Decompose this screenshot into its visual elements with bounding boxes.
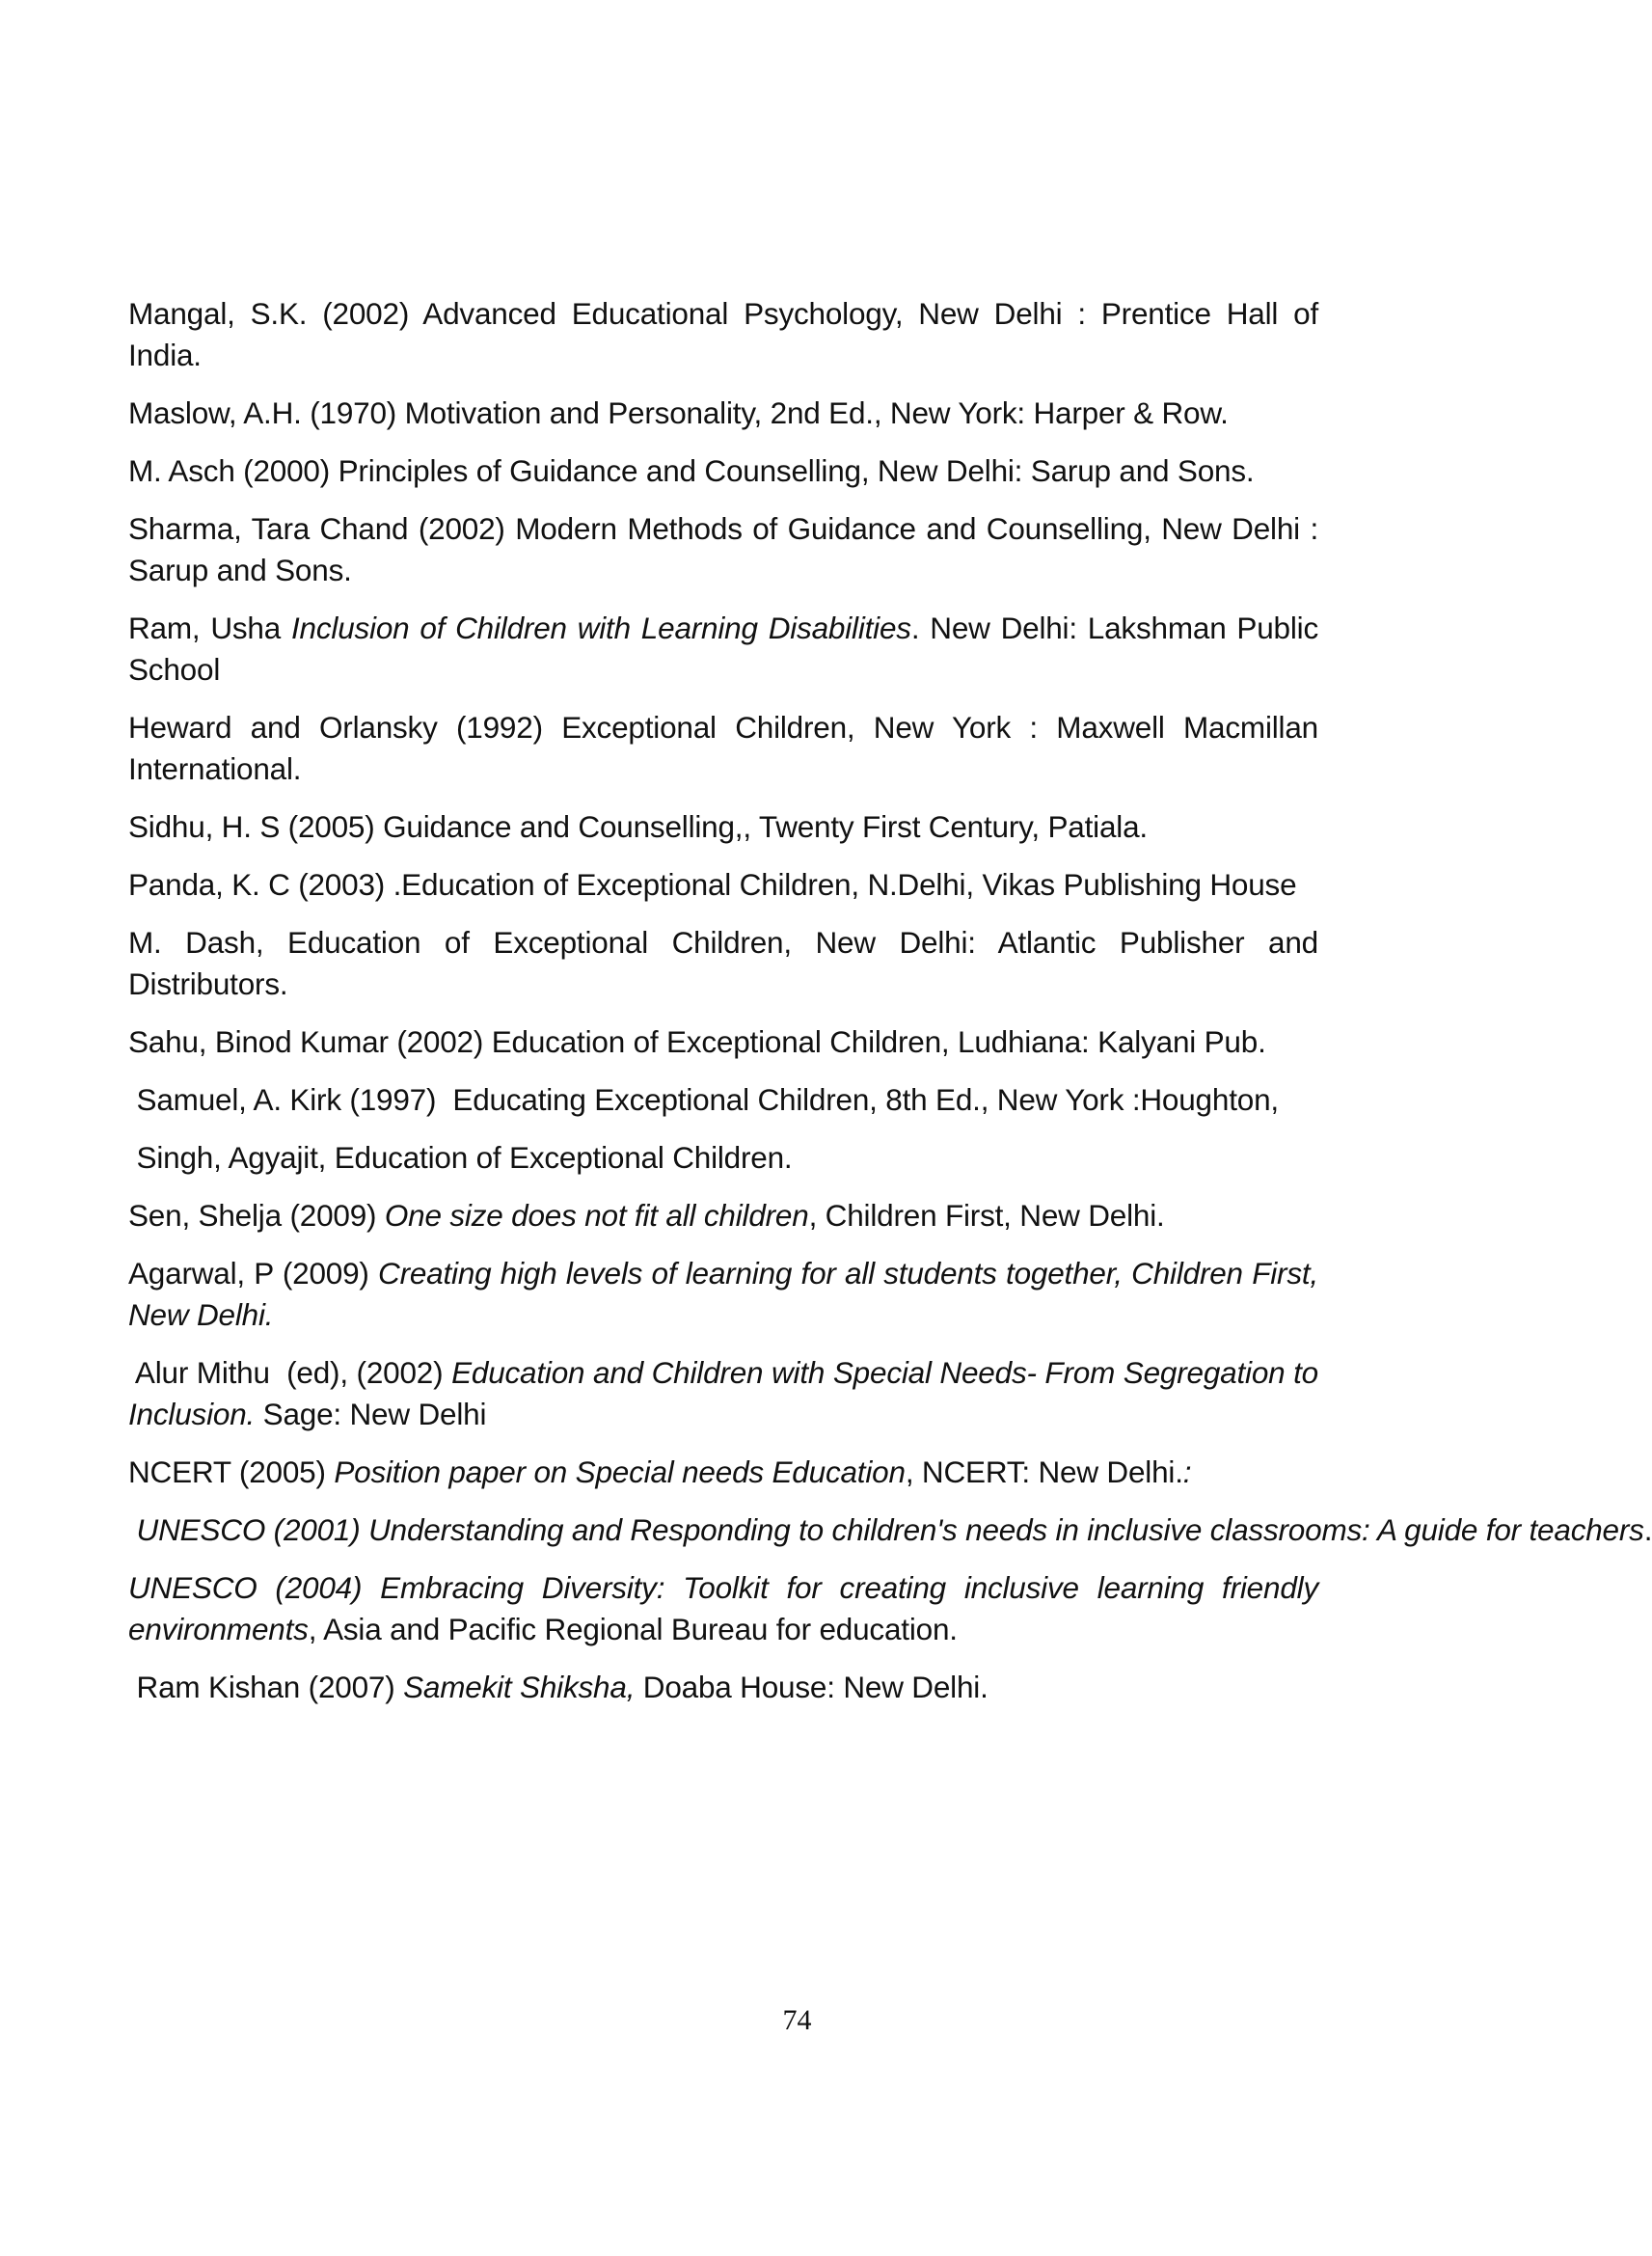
page-number: 74 — [782, 2004, 812, 2036]
reference-entry — [128, 1021, 1318, 1063]
reference-list — [128, 293, 1652, 1725]
reference-text: Panda, K. C (2003) .Education of Exceptional Children, N.Delhi, Vikas Publishing House — [128, 867, 1297, 902]
reference-text: NCERT (2005) — [128, 1454, 335, 1489]
reference-text: , Children First, New Delhi. — [808, 1198, 1165, 1233]
reference-entry — [128, 1079, 1318, 1121]
reference-text: , Asia and Pacific Regional Bureau for education. — [308, 1612, 958, 1646]
reference-text: Samuel, A. Kirk (1997) Educating Exceptional Children, 8th Ed., New York :Houghton, — [128, 1082, 1279, 1117]
reference-entry — [128, 864, 1318, 906]
reference-text: Ram Kishan (2007) — [128, 1670, 404, 1704]
reference-text: Doaba House: New Delhi. — [635, 1670, 988, 1704]
reference-entry — [128, 707, 1318, 790]
reference-title-italic: Creating high levels of learning for all students together, Children First, New Delhi. — [128, 1256, 1318, 1332]
reference-text: M. Asch (2000) Principles of Guidance and Counselling, New Delhi: Sarup and Sons. — [128, 453, 1255, 488]
reference-entry — [128, 922, 1318, 1005]
reference-entry — [128, 1137, 1318, 1179]
reference-title-italic: Samekit Shiksha, — [403, 1670, 636, 1704]
reference-title-italic: Inclusion of Children with Learning Disabilities — [290, 611, 911, 645]
reference-text: Sharma, Tara Chand (2002) Modern Methods of Guidance and Counselling, New Delhi : Sarup and Sons. — [128, 511, 1318, 587]
reference-text: Sage: New Delhi — [255, 1397, 487, 1431]
reference-title-italic: One size does not fit all children — [384, 1198, 809, 1233]
reference-title-italic: Education and Children with Special Needs- From Segregation to Inclusion. — [128, 1355, 1318, 1431]
reference-text: Sidhu, H. S (2005) Guidance and Counselling,, Twenty First Century, Patiala. — [128, 809, 1148, 844]
reference-text: Ram, Usha — [128, 611, 291, 645]
reference-text: Singh, Agyajit, Education of Exceptional Children. — [128, 1140, 793, 1175]
reference-entry — [128, 608, 1318, 691]
reference-title-italic: : — [1182, 1454, 1192, 1489]
reference-entry — [128, 1195, 1318, 1237]
reference-title-italic: UNESCO (2001) Understanding and Responding to children's needs in inclusive classrooms: A guide for teachers — [128, 1512, 1644, 1547]
reference-entry — [128, 1567, 1318, 1650]
reference-text: M. Dash, Education of Exceptional Children, New Delhi: Atlantic Publisher and Distributors. — [128, 925, 1318, 1001]
reference-text: , NCERT: New Delhi. — [905, 1454, 1183, 1489]
reference-entry — [128, 1352, 1318, 1435]
reference-text: Sen, Shelja (2009) — [128, 1198, 385, 1233]
reference-text: . — [1643, 1512, 1652, 1547]
reference-title-italic: UNESCO (2004) Embracing Diversity: Toolkit for creating inclusive learning friendly environments — [128, 1570, 1318, 1646]
reference-text: Maslow, A.H. (1970) Motivation and Personality, 2nd Ed., New York: Harper & Row. — [128, 395, 1229, 430]
reference-entry — [128, 450, 1318, 492]
reference-entry — [128, 293, 1318, 376]
reference-entry — [128, 1452, 1318, 1493]
reference-entry — [128, 1253, 1318, 1336]
reference-text: Alur Mithu (ed), (2002) — [128, 1355, 452, 1390]
reference-entry — [128, 393, 1318, 434]
reference-text: Mangal, S.K. (2002) Advanced Educational Psychology, New Delhi : Prentice Hall of India. — [128, 296, 1318, 372]
reference-entry — [128, 806, 1318, 848]
reference-text: . New Delhi: Lakshman Public School — [128, 611, 1318, 687]
reference-text: Heward and Orlansky (1992) Exceptional Children, New York : Maxwell Macmillan International. — [128, 710, 1318, 786]
reference-title-italic: Position paper on Special needs Education — [334, 1454, 906, 1489]
reference-text: Agarwal, P (2009) — [128, 1256, 379, 1291]
reference-entry — [128, 1667, 1318, 1708]
reference-text: Sahu, Binod Kumar (2002) Education of Exceptional Children, Ludhiana: Kalyani Pub. — [128, 1024, 1266, 1059]
reference-entry — [128, 1509, 1652, 1551]
reference-entry — [128, 508, 1318, 591]
